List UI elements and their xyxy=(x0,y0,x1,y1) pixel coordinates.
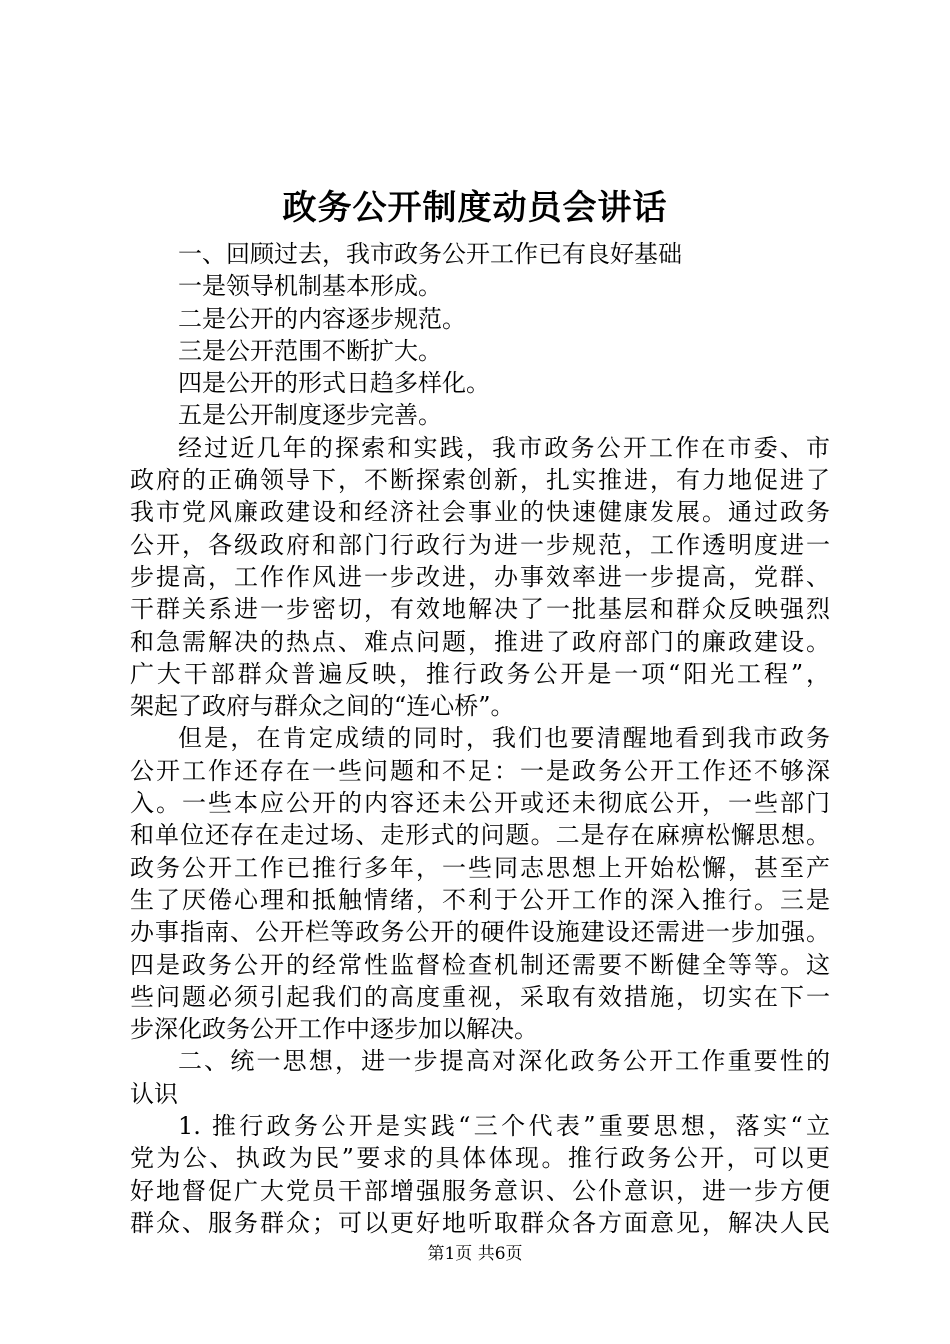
body-line: 生了厌倦心理和抵触情绪，不利于公开工作的深入推行。三是 xyxy=(130,885,830,914)
body-line: 五是公开制度逐步完善。 xyxy=(178,401,442,430)
body-line: 步提高，工作作风进一步改进，办事效率进一步提高，党群、 xyxy=(130,562,830,591)
body-line: 一是领导机制基本形成。 xyxy=(178,272,442,301)
body-line: 好地督促广大党员干部增强服务意识、公仆意识，进一步方便 xyxy=(130,1176,830,1205)
body-line: 四是政务公开的经常性监督检查机制还需要不断健全等等。这 xyxy=(130,950,830,979)
body-line: 和急需解决的热点、难点问题，推进了政府部门的廉政建设。 xyxy=(130,627,830,656)
body-line: 四是公开的形式日趋多样化。 xyxy=(178,369,490,398)
body-line: 步深化政务公开工作中逐步加以解决。 xyxy=(130,1015,538,1044)
section-heading-2: 二、统一思想，进一步提高对深化政务公开工作重要性的 xyxy=(178,1047,830,1076)
body-line: 但是，在肯定成绩的同时，我们也要清醒地看到我市政务 xyxy=(178,724,830,753)
body-line: 些问题必须引起我们的高度重视，采取有效措施，切实在下一 xyxy=(130,982,830,1011)
body-line: 公开工作还存在一些问题和不足：一是政务公开工作还不够深 xyxy=(130,756,830,785)
body-line: 二是公开的内容逐步规范。 xyxy=(178,304,466,333)
body-line: 入。一些本应公开的内容还未公开或还未彻底公开，一些部门 xyxy=(130,789,830,818)
body-line: 群众、服务群众；可以更好地听取群众各方面意见，解决人民 xyxy=(130,1208,830,1237)
document-body xyxy=(130,238,830,1239)
page-number-footer: 第1页 共6页 xyxy=(427,1244,523,1264)
body-line: 和单位还存在走过场、走形式的问题。二是存在麻痹松懈思想。 xyxy=(130,821,830,850)
body-line: 架起了政府与群众之间的“连心桥”。 xyxy=(130,692,515,721)
section-heading-1: 一、回顾过去，我市政务公开工作已有良好基础 xyxy=(178,240,682,268)
body-line: 我市党风廉政建设和经济社会事业的快速健康发展。通过政务 xyxy=(130,498,830,527)
body-line: 政务公开工作已推行多年，一些同志思想上开始松懈，甚至产 xyxy=(130,853,830,882)
body-line: 政府的正确领导下，不断探索创新，扎实推进，有力地促进了 xyxy=(130,466,830,495)
body-line: 党为公、执政为民”要求的具体体现。推行政务公开，可以更 xyxy=(130,1144,830,1173)
body-line: 经过近几年的探索和实践，我市政务公开工作在市委、市 xyxy=(178,433,830,462)
body-line: 1. 推行政务公开是实践“三个代表”重要思想，落实“立 xyxy=(178,1112,830,1141)
body-line: 广大干部群众普遍反映，推行政务公开是一项“阳光工程”， xyxy=(130,659,830,688)
body-line: 三是公开范围不断扩大。 xyxy=(178,336,442,365)
body-line: 干群关系进一步密切，有效地解决了一批基层和群众反映强烈 xyxy=(130,595,830,624)
body-line: 办事指南、公开栏等政务公开的硬件设施建设还需进一步加强。 xyxy=(130,918,830,947)
section-heading-2-cont: 认识 xyxy=(130,1079,178,1108)
document-title: 政务公开制度动员会讲话 xyxy=(282,188,668,228)
body-line: 公开，各级政府和部门行政行为进一步规范，工作透明度进一 xyxy=(130,530,830,559)
